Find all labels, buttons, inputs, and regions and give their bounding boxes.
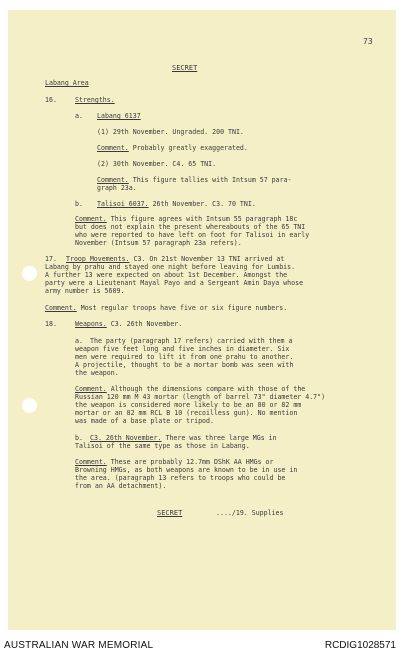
comment-label: Comment.: [45, 304, 77, 312]
comment-text: November (Intsum 57 paragraph 23a refers).: [75, 239, 242, 247]
item-a-label: a.: [75, 337, 83, 345]
comment-text: mortar or an 82 mm RCL B 10 (recoilless gun). No mention: [75, 409, 298, 417]
item-a-text: weapon five feet long and five inches in diameter. Six: [75, 345, 290, 353]
comment-label: Comment.: [75, 458, 107, 466]
comment-text: but does not explain the present whereabouts of the 65 TNI: [75, 223, 306, 231]
archive-name: AUSTRALIAN WAR MEMORIAL: [4, 640, 154, 651]
item-b-text: Talisoi of the same type as those in Labang.: [75, 442, 250, 450]
section-17-text: C3. On 21st November 13 TNI arrived at: [129, 255, 285, 263]
comment-text: was made of a base plate or tripod.: [75, 417, 214, 425]
comment-text: Although the dimensions compare with those of the: [106, 385, 306, 393]
comment-label: Comment.: [75, 385, 107, 393]
item-a-text: A projectile, thought to be a mortar bomb was seen with: [75, 361, 294, 369]
punch-hole: [22, 266, 37, 281]
comment-text: This figure agrees with Intsum 55 paragraph 18c: [106, 215, 298, 223]
comment-text: Russian 120 mm M 43 mortar (length of barrel 73" diameter 4.7"): [75, 393, 326, 401]
section-17-title: Troop Movements.: [66, 255, 130, 263]
section-18-number: 18.: [45, 320, 57, 328]
section-17-text: A further 13 were expected on about 1st December. Amongst the: [45, 271, 288, 279]
archive-id: RCDIG1028571: [324, 640, 396, 651]
item-a-text: the weapon.: [75, 369, 119, 377]
comment-text: the area. (paragraph 13 refers to troops who could be: [75, 474, 286, 482]
section-16-number: 16.: [45, 96, 57, 104]
comment-text: from an AA detachment).: [75, 482, 167, 490]
item-a-text: men were required to lift it from one prahu to another.: [75, 353, 294, 361]
section-18-title: Weapons.: [75, 320, 107, 328]
item-b-text: There was three large MGs in: [161, 434, 277, 442]
area-heading: Labang Area: [45, 79, 89, 87]
section-16-title: Strengths.: [75, 96, 115, 104]
item-a2: (2) 30th November. C4. 65 TNI.: [97, 160, 217, 168]
document-page: [8, 10, 396, 630]
section-17-text: army number is 5609.: [45, 287, 125, 295]
item-a-title: Labang 6137: [97, 112, 141, 120]
comment-text: Browning HMGs, as both weapons are known to be in use in: [75, 466, 298, 474]
item-a-label: a.: [75, 112, 83, 120]
comment-text: the weapon is considered more likely to be an 80 or 82 mm: [75, 401, 302, 409]
comment-text: This figure tallies with Intsum 57 para-: [128, 176, 292, 184]
item-a1: (1) 29th November. Ungraded. 200 TNI.: [97, 128, 244, 136]
continuation-note: ..../19. Supplies: [216, 509, 284, 517]
header-classification: SECRET: [172, 64, 198, 72]
comment-text: Most regular troops have five or six figure numbers.: [76, 304, 288, 312]
page-number: 73: [363, 37, 373, 46]
comment-text: graph 23a.: [97, 184, 137, 192]
item-b-text: 26th November. C3. 70 TNI.: [148, 200, 256, 208]
section-18-head: C3. 26th November.: [106, 320, 183, 328]
item-b-label: b.: [75, 200, 83, 208]
item-b-label: b.: [75, 434, 83, 442]
item-b-title: Talisoi 6037.: [97, 200, 149, 208]
section-17-text: Labang by prahu and stayed one night before leaving for Lumbis.: [45, 263, 296, 271]
archive-footer: [0, 632, 401, 653]
comment-label: Comment.: [75, 215, 107, 223]
comment-text: Probably greatly exaggerated.: [128, 144, 248, 152]
footer-classification: SECRET: [157, 509, 183, 517]
item-a-text: The party (paragraph 17 refers) carried with them a: [90, 337, 293, 345]
comment-label: Comment.: [97, 176, 129, 184]
comment-text: These are probably 12.7mm DShK AA HMGs or: [106, 458, 274, 466]
comment-text: who were reported to have left on foot for Talisoi in early: [75, 231, 310, 239]
section-17-text: party were a Lieutenant Mayal Payo and a Sergeant Amin Daya whose: [45, 279, 304, 287]
punch-hole: [22, 398, 37, 413]
section-17-number: 17.: [45, 255, 57, 263]
item-b-head: C3. 26th November.: [90, 434, 162, 442]
comment-label: Comment.: [97, 144, 129, 152]
